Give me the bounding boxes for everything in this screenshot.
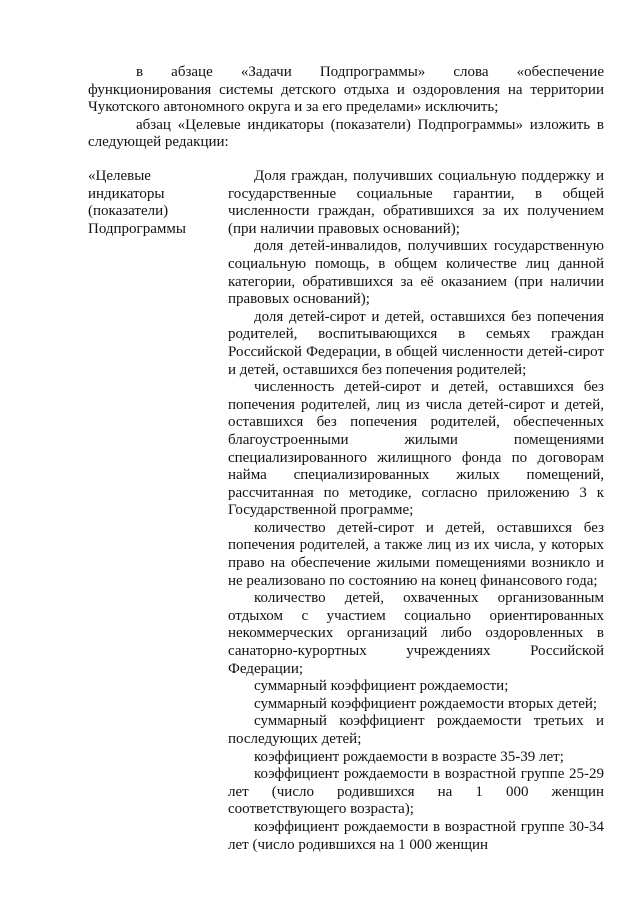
indicator-item: суммарный коэффициент рождаемости; — [254, 678, 509, 695]
indicator-item: численность детей-сирот и детей, оставшихся без попечения родителей, лиц из числа детей-сирот и детей, оставшихся без попечения родителей, обеспеченных благоустроенными жилыми помещениями специализированного жилищного фонда по договорам найма специализированных жилых помещений, рассчитанная по методике, согласно приложению 3 к Государственной программе; — [228, 379, 604, 519]
indicator-item: доля детей-инвалидов, получивших государственную социальную помощь, в общем количестве лиц данной категории, обратившихся за её оказанием (при наличии правовых оснований); — [228, 238, 604, 308]
indicator-item: коэффициент рождаемости в возрастной группе 30-34 лет (число родившихся на 1 000 женщин — [228, 818, 604, 853]
indicator-item: количество детей, охваченных организованным отдыхом с участием социально ориентированных некоммерческих организаций либо оздоровленных в санаторно-курортных учреждениях Российской Федерации; — [228, 590, 604, 677]
indicator-item: суммарный коэффициент рождаемости третьих и последующих детей; — [228, 713, 604, 747]
indicator-item: коэффициент рождаемости в возрастной группе 25-29 лет (число родившихся на 1 000 женщин соответствующего возраста); — [228, 766, 604, 818]
label-line: Подпрограммы — [88, 220, 186, 237]
intro-paragraph-2: абзац «Целевые индикаторы (показатели) Подпрограммы» изложить в следующей редакции: — [88, 116, 604, 151]
indicator-item: Доля граждан, получивших социальную поддержку и государственные социальные гарантии, в общей численности граждан, обратившихся за их получением (при наличии правовых оснований); — [228, 168, 604, 237]
indicators-list-cell — [228, 168, 604, 854]
indicators-table — [88, 168, 604, 854]
intro-paragraph-1: в абзаце «Задачи Подпрограммы» слова «обеспечение функционирования системы детского отдыха и оздоровления на территории Чукотского автономного округа и за его пределами» исключить; — [88, 64, 604, 116]
indicator-item: доля детей-сирот и детей, оставшихся без попечения родителей, воспитывающихся в семьях граждан Российской Федерации, в общей численности детей-сирот и детей, оставшихся без попечения родителей; — [228, 308, 604, 378]
intro-block — [88, 64, 604, 152]
indicators-label-cell — [88, 168, 228, 854]
label-line: (показатели) — [88, 203, 169, 220]
label-line: индикаторы — [88, 185, 165, 202]
indicator-item: количество детей-сирот и детей, оставшихся без попечения родителей, а также лиц из их числа, у которых право на обеспечение жилыми помещениями возникло и не реализовано по состоянию на конец финансового года; — [228, 519, 604, 589]
label-line: «Целевые — [88, 168, 151, 184]
indicator-item: суммарный коэффициент рождаемости вторых детей; — [254, 695, 598, 712]
indicator-item: коэффициент рождаемости в возрасте 35-39 лет; — [254, 748, 564, 765]
